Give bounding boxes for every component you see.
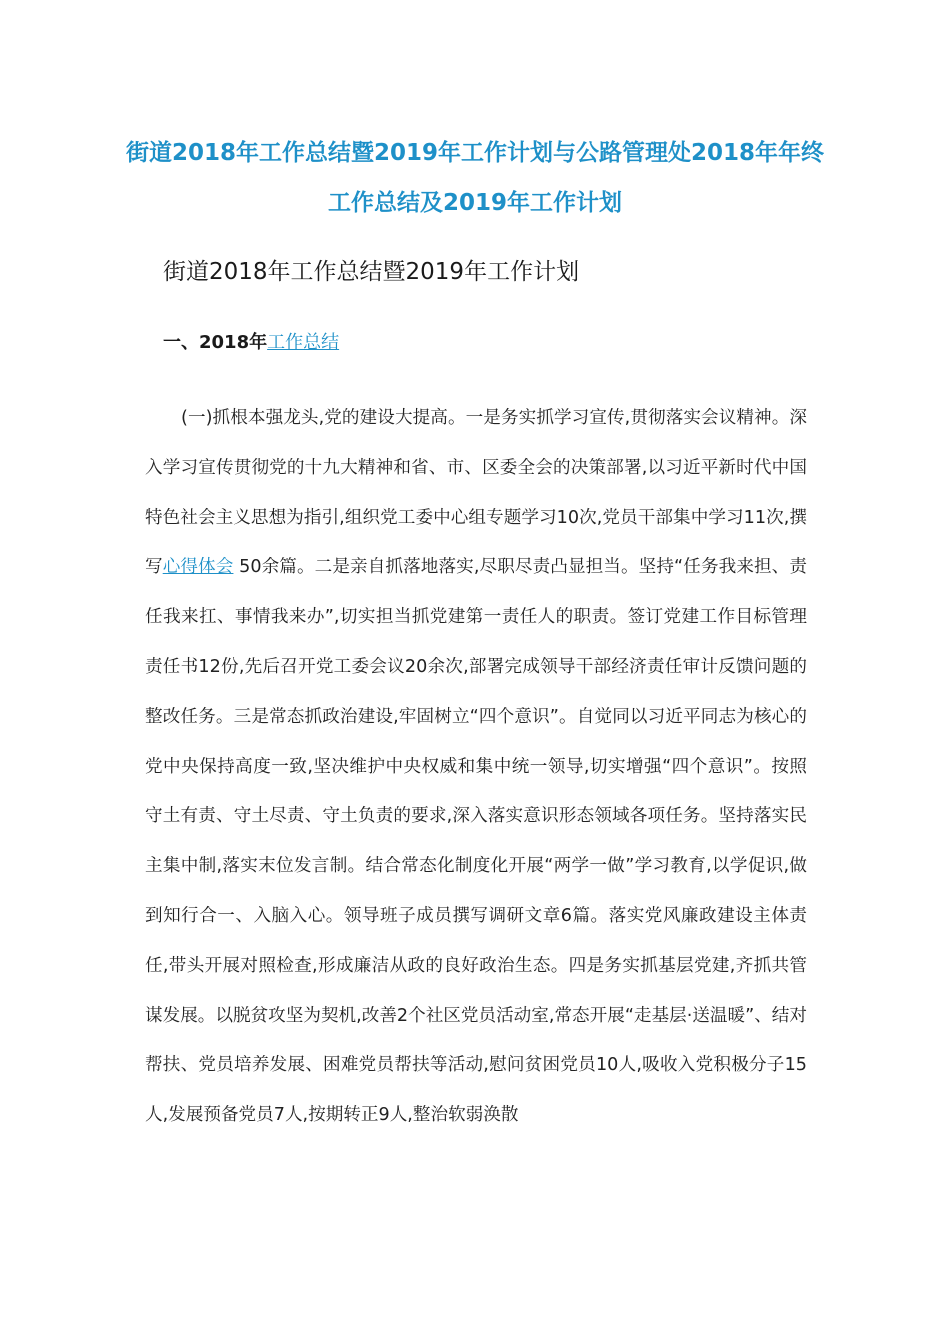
document-subtitle: 街道2018年工作总结暨2019年工作计划 bbox=[163, 259, 580, 285]
section-heading-prefix: 一、2018年 bbox=[163, 332, 268, 353]
paragraph-text-part2: 50余篇。二是亲自抓落地落实,尽职尽责凸显担当。坚持“任务我来担、责任我来扛、事情我来办”,切实担当抓党建第一责任人的职责。签订党建工作目标管理责任书12份,先后召开党工委会议20余次,部署完成领导干部经济责任审计反馈问题的整改任务。三是常态抓政治建设,牢固树立“四个意识”。自觉同以习近平同志为核心的党中央保持高度一致,坚决维护中央权威和集中统一领导,切实增强“四个意识”。按照守土有责、守土尽责、守土负责的要求,深入落实意识形态领域各项任务。坚持落实民主集中制,落实末位发言制。结合常态化制度化开展“两学一做”学习教育,以学促识,做到知行合一、入脑入心。领导班子成员撰写调研文章6篇。落实党风廉政建设主体责任,带头开展对照检查,形成廉洁从政的良好政治生态。四是务实抓基层党建,齐抓共管谋发展。以脱贫攻坚为契机,改善2个社区党员活动室,常态开展“走基层·送温暖”、结对帮扶、党员培养发展、困难党员帮扶等活动,慰问贫困党员10人,吸收入党积极分子15人,发展预备党员7人,按期转正9人,整治软弱涣散 bbox=[145, 557, 807, 1126]
body-paragraph bbox=[145, 394, 807, 1141]
paragraph-text-part1: (一)抓根本强龙头,党的建设大提高。一是务实抓学习宣传,贯彻落实会议精神。深入学习宣传贯彻党的十九大精神和省、市、区委全会的决策部署,以习近平新时代中国特色社会主义思想为指引,组织党工委中心组专题学习10次,党员干部集中学习11次,撰写 bbox=[145, 408, 807, 578]
document-title: 街道2018年工作总结暨2019年工作计划与公路管理处2018年年终工作总结及2019年工作计划 bbox=[125, 140, 825, 216]
experience-link[interactable]: 心得体会 bbox=[162, 557, 234, 578]
section-heading bbox=[163, 328, 339, 358]
work-summary-link[interactable]: 工作总结 bbox=[267, 332, 340, 353]
